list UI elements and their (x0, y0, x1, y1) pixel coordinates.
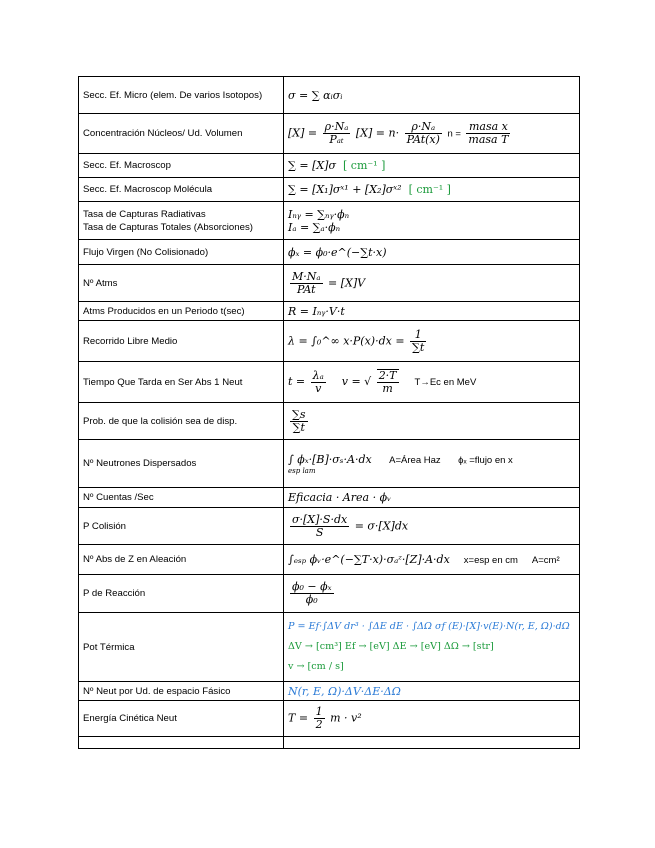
fraction (290, 581, 334, 606)
row-label (79, 737, 284, 749)
row-formula (284, 701, 580, 737)
row-formula (284, 682, 580, 701)
table-row (79, 545, 580, 575)
row-formula (284, 508, 580, 545)
table-row (79, 265, 580, 302)
row-label: Energía Cinética Neut (79, 701, 284, 737)
row-formula (284, 737, 580, 749)
formula-text: λ = ∫₀^∞ x·P(x)·dx = (288, 334, 405, 347)
table-row (79, 240, 580, 265)
fraction-denominator: Pₐₜ (329, 133, 344, 146)
table-row (79, 178, 580, 202)
formula-text: ∫ ϕₓ·[B]·σₛ·A·dx (288, 452, 372, 466)
row-formula (284, 362, 580, 403)
formula-text: t = (288, 375, 306, 388)
fraction-denominator: v (315, 381, 322, 395)
row-label: Pot Térmica (79, 613, 284, 682)
fraction-denominator: ∑t (292, 420, 305, 434)
unit-text: [ cm⁻¹ ] (343, 159, 386, 172)
table-row (79, 701, 580, 737)
row-formula (284, 545, 580, 575)
table-row (79, 154, 580, 178)
unit-text: [ cm⁻¹ ] (408, 183, 451, 196)
table-row (79, 488, 580, 508)
fraction (466, 121, 510, 146)
row-formula (284, 178, 580, 202)
fraction-denominator: S (315, 525, 324, 539)
formula-text: v = √ (341, 375, 372, 388)
row-formula (284, 202, 580, 240)
row-label: Nº Abs de Z en Aleación (79, 545, 284, 575)
table-row (79, 613, 580, 682)
fraction-numerator: M·Nₐ (292, 269, 321, 283)
row-formula (284, 240, 580, 265)
fraction-denominator: m (382, 382, 393, 395)
table-row (79, 114, 580, 154)
formula-table (78, 76, 580, 749)
table-row (79, 202, 580, 240)
row-label-line: Tasa de Capturas Totales (Absorciones) (83, 221, 253, 233)
formula-text: ∫ₑₛₚ ϕᵥ·e^(−∑T·x)·σₐᶻ·[Z]·A·dx (288, 552, 450, 566)
row-formula (284, 403, 580, 440)
row-label: Secc. Ef. Macroscop Molécula (79, 178, 284, 202)
formula-text: ∑ = [X]σ (288, 159, 336, 172)
row-label: Concentración Núcleos/ Ud. Volumen (79, 114, 284, 154)
table-row (79, 737, 580, 749)
formula-note: x=esp en cm (463, 554, 518, 566)
fraction (290, 514, 349, 539)
fraction-denominator: 2 (315, 718, 323, 731)
row-formula (284, 440, 580, 488)
fraction-numerator: λₐ (312, 368, 324, 382)
row-label: Nº Neut por Ud. de espacio Fásico (79, 682, 284, 701)
row-formula (284, 575, 580, 613)
fraction-numerator: σ·[X]·S·dx (292, 512, 348, 526)
formula-text: = [X]V (328, 276, 366, 289)
row-formula (284, 321, 580, 362)
formula-text: ϕₓ = ϕ₀·e^(−∑t·x) (288, 245, 387, 259)
row-label: Prob. de que la colisión sea de disp. (79, 403, 284, 440)
fraction-numerator: ϕ₀ − ϕₓ (292, 580, 332, 593)
integral-subscript: esp lam (288, 466, 316, 475)
formula-text: σ = ∑ αᵢσᵢ (288, 88, 343, 102)
table-row (79, 682, 580, 701)
row-formula (284, 154, 580, 178)
fraction-denominator: masa T (468, 133, 509, 146)
table-row (79, 403, 580, 440)
formula-note: A=Área Haz (389, 454, 441, 466)
fraction (323, 121, 351, 146)
formula-line: Iₐ = ∑ₐ·ϕₙ (288, 220, 341, 234)
fraction-numerator: ρ·Nₐ (405, 121, 442, 134)
row-label (79, 202, 284, 240)
row-label: Nº Atms (79, 265, 284, 302)
row-label: P de Reacción (79, 575, 284, 613)
fraction-numerator: ρ·Nₐ (324, 120, 349, 133)
row-formula (284, 302, 580, 321)
fraction-denominator: PAt (296, 282, 316, 296)
fraction-numerator: 1 (410, 329, 426, 342)
fraction (405, 121, 442, 146)
row-label: Tiempo Que Tarda en Ser Abs 1 Neut (79, 362, 284, 403)
fraction (290, 271, 323, 296)
fraction-numerator: 1 (315, 705, 323, 718)
formula-line: v → [cm / s] (288, 661, 344, 672)
table-row (79, 321, 580, 362)
row-label: P Colisión (79, 508, 284, 545)
row-formula (284, 488, 580, 508)
row-formula (284, 77, 580, 114)
table-row (79, 508, 580, 545)
formula-text: N(r, E, Ω)·ΔV·ΔE·ΔΩ (288, 684, 401, 698)
fraction-denominator: PAt(x) (406, 133, 440, 146)
formula-text: = σ·[X]dx (354, 519, 409, 532)
row-label: Recorrido Libre Medio (79, 321, 284, 362)
formula-text: ∑ = [X₁]σˣ¹ + [X₂]σˣ² (288, 183, 402, 196)
formula-text: m · v² (330, 711, 362, 725)
formula-text: T = (288, 711, 309, 725)
fraction-denominator: ∑t (412, 340, 425, 354)
fraction-numerator: masa x (466, 121, 510, 134)
formula-note: ϕₓ =flujo en x (458, 454, 513, 466)
formula-text: R = Iₙᵧ·V·t (288, 304, 345, 318)
row-label: Secc. Ef. Macroscop (79, 154, 284, 178)
fraction (314, 706, 325, 731)
fraction (410, 329, 426, 354)
row-label: Secc. Ef. Micro (elem. De varios Isotopos) (79, 77, 284, 114)
fraction-numerator: ∑s (292, 407, 306, 421)
fraction (311, 370, 326, 395)
row-label: Flujo Virgen (No Colisionado) (79, 240, 284, 265)
fraction (377, 369, 399, 395)
row-formula (284, 265, 580, 302)
table-row (79, 440, 580, 488)
formula-note: T→Ec en MeV (414, 377, 477, 388)
fraction-numerator: 2·T (378, 369, 397, 382)
row-formula (284, 114, 580, 154)
formula-text: n = (447, 128, 461, 140)
formula-text: Eficacia · Area · ϕᵥ (288, 491, 392, 504)
formula-line: ΔV → [cm³] Ef → [eV] ΔE → [eV] ΔΩ → [str] (288, 641, 494, 652)
fraction-denominator: ϕ₀ (305, 593, 318, 606)
row-label: Nº Neutrones Dispersados (79, 440, 284, 488)
table-row (79, 575, 580, 613)
table-row (79, 362, 580, 403)
formula-line: Iₙᵧ = ∑ₙᵧ·ϕₙ (288, 207, 350, 221)
row-formula (284, 613, 580, 682)
formula-note: A=cm² (531, 554, 560, 566)
formula-text: [X] = n· (355, 126, 400, 140)
table-row (79, 302, 580, 321)
row-label-line: Tasa de Capturas Radiativas (83, 208, 206, 220)
formula-text: [X] = (288, 126, 318, 140)
row-label: Nº Cuentas /Sec (79, 488, 284, 508)
fraction (290, 409, 308, 434)
row-label: Atms Producidos en un Periodo t(sec) (79, 302, 284, 321)
table-row (79, 77, 580, 114)
formula-line: P = Ef·∫ΔV dr³ · ∫ΔE dE · ∫ΔΩ σf (E)·[X]·v(E)·N(r, E, Ω)·dΩ (288, 621, 570, 632)
